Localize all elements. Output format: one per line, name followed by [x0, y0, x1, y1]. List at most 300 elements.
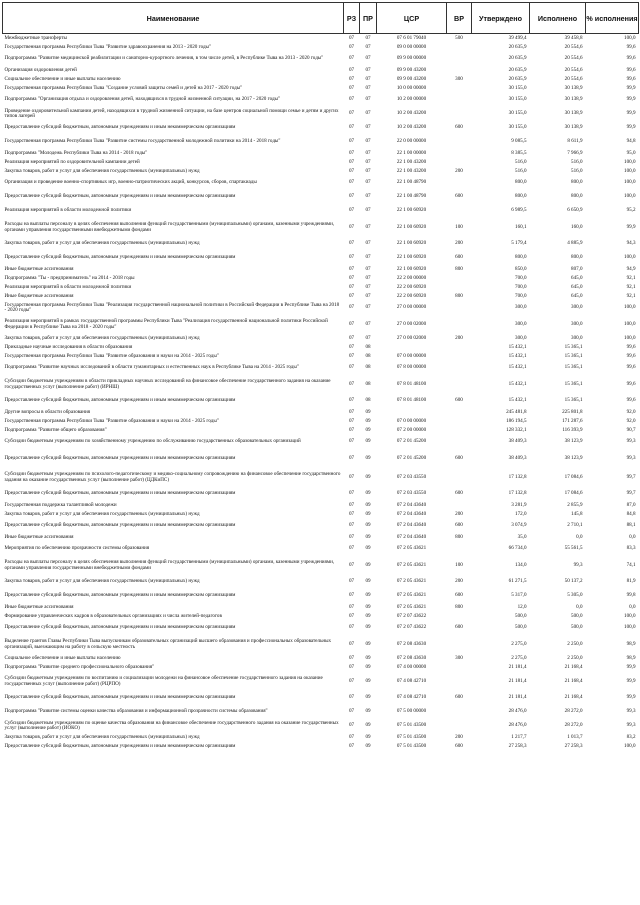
cell-approved: 15 432,1 [508, 364, 527, 371]
cell-rz: 07 [348, 158, 355, 165]
cell-percent: 100,0 [624, 34, 636, 41]
cell-executed: 28 272,0 [564, 708, 583, 715]
cell-approved: 30 155,0 [508, 96, 527, 103]
cell-name: Государственная программа Республики Тыва "Развитие здравоохранения на 2013 - 2020 годы" [4, 43, 212, 50]
cell-pr: 07 [365, 75, 371, 82]
cell-percent: 99,8 [626, 592, 636, 599]
cell-approved: 2 275,0 [511, 640, 527, 647]
cell-rz: 07 [348, 473, 355, 480]
cell-pr: 09 [365, 417, 371, 424]
cell-percent: 100,0 [624, 158, 636, 165]
cell-csr: 22 0 00 00000 [396, 138, 427, 145]
cell-executed: 15 365,1 [564, 352, 583, 359]
header-name: Наименование [3, 3, 344, 34]
cell-vr: 600 [455, 124, 463, 131]
cell-percent: 87,0 [626, 501, 636, 508]
cell-executed: 0,0 [576, 603, 583, 610]
cell-csr: 22 1 00 43200 [396, 158, 427, 165]
cell-csr: 07 2 05 43621 [396, 545, 427, 552]
cell-rz: 07 [348, 654, 355, 661]
cell-percent: 100,0 [624, 334, 636, 341]
table-row [3, 542, 639, 556]
cell-percent: 81,9 [626, 578, 636, 585]
cell-vr [447, 426, 472, 435]
cell-percent: 84,8 [626, 510, 636, 517]
cell-pr: 09 [365, 510, 371, 517]
cell-percent: 100,0 [624, 742, 636, 749]
table-row [3, 301, 639, 315]
table-row [3, 621, 639, 635]
cell-approved: 5 317,0 [511, 592, 527, 599]
cell-approved: 186 194,5 [506, 417, 527, 424]
cell-approved: 35,0 [517, 533, 527, 540]
cell-csr: 07 2 04 43640 [396, 501, 427, 508]
table-row [3, 468, 639, 487]
cell-executed: 800,0 [571, 179, 583, 186]
table-row [3, 672, 639, 691]
cell-name: Предоставление субсидий бюджетным, автономным учреждениям и иным некоммерческим организациям [4, 397, 236, 404]
cell-csr: 22 1 00 48790 [396, 193, 427, 200]
cell-vr: 600 [455, 490, 463, 497]
header-rz: РЗ [344, 3, 360, 34]
cell-approved: 800,0 [515, 179, 527, 186]
table-row [3, 510, 639, 519]
table-row [3, 575, 639, 589]
table-row [3, 107, 639, 121]
cell-name: Подпрограмма "Развитие медицинской реабилитации и санаторно-курортного лечения, в том числе детей, в Республике Тыва на 2013 - 2020 годы" [4, 55, 324, 62]
cell-pr: 07 [365, 138, 371, 145]
cell-name: Предоставление субсидий бюджетным, автономным учреждениям и иным некоммерческим организациям [4, 624, 236, 631]
cell-csr: 07 4 08 42710 [396, 694, 427, 701]
cell-percent: 100,0 [624, 193, 636, 200]
cell-percent: 98,9 [626, 640, 636, 647]
cell-vr [447, 93, 472, 107]
cell-executed: 116 393,9 [562, 426, 583, 433]
cell-percent: 99,6 [626, 343, 636, 350]
cell-rz: 07 [348, 274, 355, 281]
cell-pr: 09 [365, 578, 371, 585]
cell-rz: 07 [348, 75, 355, 82]
cell-approved: 3 281,9 [511, 501, 527, 508]
cell-rz: 07 [348, 149, 355, 156]
cell-executed: 300,0 [571, 334, 583, 341]
cell-rz: 07 [348, 733, 355, 740]
cell-rz: 07 [348, 640, 355, 647]
cell-csr: 07 2 04 43640 [396, 533, 427, 540]
cell-vr [447, 663, 472, 672]
cell-csr: 07 5 01 43500 [396, 733, 427, 740]
cell-pr: 09 [365, 708, 371, 715]
cell-rz: 07 [348, 380, 355, 387]
cell-pr: 09 [365, 624, 371, 631]
header-row [3, 3, 639, 34]
cell-approved: 21 181,4 [508, 663, 527, 670]
cell-executed: 20 554,6 [564, 75, 583, 82]
cell-csr: 07 0 00 00000 [396, 352, 427, 359]
cell-name: Организация и проведение военно-спортивных игр, военно-патриотических акций, конкурсов, сборов, спартакиады [4, 179, 257, 186]
table-row [3, 426, 639, 435]
cell-executed: 0,0 [576, 533, 583, 540]
cell-percent: 83,2 [626, 733, 636, 740]
cell-percent: 99,9 [626, 677, 636, 684]
table-row [3, 533, 639, 542]
cell-executed: 99,3 [573, 561, 583, 568]
table-row [3, 292, 639, 301]
cell-csr: 09 9 00 43200 [396, 75, 427, 82]
cell-approved: 516,0 [515, 158, 527, 165]
cell-pr: 07 [365, 334, 371, 341]
cell-vr [447, 43, 472, 52]
cell-rz: 07 [348, 110, 355, 117]
cell-rz: 07 [348, 283, 355, 290]
cell-name: Подпрограмма "Развитие системы оценки качества образования и информационной прозрачности системы образования" [4, 708, 268, 715]
cell-pr: 09 [365, 522, 371, 529]
cell-name: Субсидии бюджетным учреждениям по оценке качества образования на финансовое обеспечение государственного задания на оказание государственных услуг (выполнение работ) (ИОКО) [4, 719, 339, 731]
cell-pr: 08 [365, 397, 371, 404]
table-row [3, 705, 639, 719]
cell-rz: 07 [348, 167, 355, 174]
cell-rz: 07 [348, 417, 355, 424]
cell-percent: 99,9 [626, 663, 636, 670]
table-row [3, 43, 639, 52]
cell-pr: 07 [365, 265, 371, 272]
cell-name: Межбюджетные трансферты [4, 34, 67, 41]
cell-pr: 09 [365, 722, 371, 729]
cell-pr: 09 [365, 654, 371, 661]
cell-pr: 09 [365, 694, 371, 701]
cell-csr: 07 8 00 00000 [396, 364, 427, 371]
cell-rz: 07 [348, 343, 355, 350]
cell-vr: 200 [455, 578, 463, 585]
cell-percent: 92,1 [626, 283, 636, 290]
cell-pr: 09 [365, 545, 371, 552]
cell-csr [377, 408, 447, 417]
header-executed: Исполнено [530, 3, 586, 34]
table-row [3, 158, 639, 167]
cell-name: Подпрограмма "Развитие среднего профессионального образования" [4, 663, 155, 670]
cell-executed: 30 138,9 [564, 84, 583, 91]
cell-percent: 99,9 [626, 84, 636, 91]
cell-name: Прикладные научные исследования в области образования [4, 343, 133, 350]
cell-pr: 09 [365, 490, 371, 497]
cell-percent: 88,1 [626, 522, 636, 529]
cell-pr: 09 [365, 408, 371, 415]
cell-csr: 07 2 08 43630 [396, 654, 427, 661]
cell-rz: 07 [348, 223, 355, 230]
table-row [3, 417, 639, 426]
cell-rz: 07 [348, 561, 355, 568]
cell-approved: 38 409,3 [508, 438, 527, 445]
table-row [3, 589, 639, 603]
cell-percent: 92,1 [626, 274, 636, 281]
cell-name: Предоставление субсидий бюджетным, автономным учреждениям и иным некоммерческим организациям [4, 124, 236, 131]
cell-rz: 07 [348, 254, 355, 261]
cell-pr: 08 [365, 380, 371, 387]
cell-approved: 134,0 [515, 561, 527, 568]
cell-executed: 300,0 [571, 304, 583, 311]
cell-rz: 07 [348, 603, 355, 610]
cell-vr: 600 [455, 522, 463, 529]
cell-name: Предоставление субсидий бюджетным, автономным учреждениям и иным некоммерческим организациям [4, 193, 236, 200]
table-row [3, 237, 639, 251]
cell-name: Реализация мероприятий в области молодежной политики [4, 207, 132, 214]
cell-name: Иные бюджетные ассигнования [4, 533, 74, 540]
cell-percent: 99,6 [626, 75, 636, 82]
cell-name: Мероприятия по обеспечению прозрачности системы образования [4, 545, 150, 552]
cell-csr: 07 5 01 43500 [396, 742, 427, 749]
cell-executed: 17 084,6 [564, 490, 583, 497]
cell-pr: 09 [365, 561, 371, 568]
cell-pr: 07 [365, 158, 371, 165]
cell-percent: 92,0 [626, 408, 636, 415]
cell-csr: 07 6 01 79040 [396, 34, 427, 41]
cell-executed: 15 365,1 [564, 343, 583, 350]
cell-name: Предоставление субсидий бюджетным, автономным учреждениям и иным некоммерческим организациям [4, 490, 236, 497]
cell-pr: 09 [365, 438, 371, 445]
cell-csr: 07 4 00 00000 [396, 663, 427, 670]
cell-rz: 07 [348, 708, 355, 715]
cell-pr: 07 [365, 320, 371, 327]
cell-executed: 500,0 [571, 624, 583, 631]
table-row [3, 691, 639, 705]
budget-document [2, 2, 638, 751]
table-row [3, 190, 639, 204]
cell-approved: 300,0 [515, 304, 527, 311]
cell-executed: 225 801,8 [562, 408, 583, 415]
cell-pr: 07 [365, 84, 371, 91]
cell-executed: 8 611,9 [567, 138, 583, 145]
cell-rz: 07 [348, 677, 355, 684]
cell-percent: 99,6 [626, 43, 636, 50]
cell-pr: 07 [365, 274, 371, 281]
cell-pr: 07 [365, 223, 371, 230]
cell-csr: 22 1 00 60920 [396, 240, 427, 247]
table-row [3, 501, 639, 510]
cell-percent: 99,6 [626, 66, 636, 73]
table-row [3, 375, 639, 394]
cell-pr: 07 [365, 43, 371, 50]
table-row [3, 733, 639, 742]
cell-name: Субсидии бюджетным учреждениям по психолого-педагогическому и медико-социальному сопровождению на финансовое обеспечение государственного задания на оказание государственных услуг (выполнение работ) (ЦДКиПС) [4, 471, 341, 483]
cell-rz: 07 [348, 179, 355, 186]
cell-approved: 500,0 [515, 624, 527, 631]
cell-executed: 516,0 [571, 158, 583, 165]
cell-csr: 10 2 00 43200 [396, 124, 427, 131]
cell-vr: 100 [455, 561, 463, 568]
cell-approved: 1 217,7 [511, 733, 527, 740]
cell-approved: 30 155,0 [508, 110, 527, 117]
cell-approved: 17 132,8 [508, 490, 527, 497]
cell-vr [447, 375, 472, 394]
cell-pr: 09 [365, 426, 371, 433]
cell-percent: 100,0 [624, 624, 636, 631]
table-row [3, 176, 639, 190]
cell-approved: 15 432,1 [508, 397, 527, 404]
cell-executed: 55 561,5 [564, 545, 583, 552]
cell-vr: 100 [455, 223, 463, 230]
cell-approved: 12,0 [517, 603, 527, 610]
cell-csr: 07 2 05 43621 [396, 603, 427, 610]
cell-approved: 21 181,4 [508, 677, 527, 684]
cell-vr [447, 343, 472, 352]
cell-vr [447, 705, 472, 719]
cell-approved: 39 499,4 [508, 34, 527, 41]
cell-pr: 09 [365, 612, 371, 619]
table-row [3, 315, 639, 334]
header-approved: Утверждено [472, 3, 530, 34]
cell-approved: 800,0 [515, 193, 527, 200]
cell-pr: 09 [365, 733, 371, 740]
cell-approved: 28 476,0 [508, 722, 527, 729]
cell-approved: 15 432,1 [508, 380, 527, 387]
cell-csr: 07 5 01 43500 [396, 722, 427, 729]
cell-name: Организация оздоровления детей [4, 66, 77, 73]
cell-approved: 66 734,0 [508, 545, 527, 552]
cell-approved: 516,0 [515, 167, 527, 174]
cell-approved: 128 332,1 [506, 426, 527, 433]
cell-rz: 07 [348, 193, 355, 200]
cell-csr: 10 2 00 43200 [396, 110, 427, 117]
cell-percent: 99,9 [626, 694, 636, 701]
cell-rz: 07 [348, 408, 355, 415]
cell-percent: 100,0 [624, 320, 636, 327]
cell-csr: 22 2 00 00000 [396, 274, 427, 281]
cell-name: Подпрограмма "Ты - предприниматель" на 2014 - 2018 годы [4, 274, 135, 281]
cell-rz: 07 [348, 352, 355, 359]
table-row [3, 654, 639, 663]
cell-approved: 27 258,3 [508, 742, 527, 749]
cell-percent: 99,6 [626, 364, 636, 371]
cell-approved: 500,0 [515, 612, 527, 619]
cell-approved: 20 635,9 [508, 75, 527, 82]
cell-percent: 99,7 [626, 490, 636, 497]
cell-name: Субсидии бюджетным учреждениям по воспитанию и социализации молодежи на финансовое обеспечение государственного задания на оказание государственных услуг (выполнение работ) (РЦРПО) [4, 675, 323, 687]
cell-percent: 99,6 [626, 55, 636, 62]
cell-name: Выделение грантов Главы Республики Тыва выпускникам образовательных организаций высшего образования и профессиональных образовательных организаций, выезжающим на работу в сельскую местность [4, 638, 332, 650]
cell-name: Проведение оздоровительной кампании детей, находящихся в трудной жизненной ситуации, на базе центров социальной помощи семье и детям и других типов лагерей [4, 107, 339, 119]
cell-csr: 22 1 00 00000 [396, 149, 427, 156]
cell-executed: 15 365,1 [564, 397, 583, 404]
cell-vr: 600 [455, 694, 463, 701]
cell-name: Формирование управленческих кадров в образовательных организациях и числа жителей-педагогов [4, 612, 222, 619]
cell-approved: 28 476,0 [508, 708, 527, 715]
cell-executed: 28 272,0 [564, 722, 583, 729]
cell-csr: 07 2 08 43630 [396, 640, 427, 647]
cell-rz: 07 [348, 96, 355, 103]
cell-name: Реализация мероприятий в области молодежной политики [4, 283, 132, 290]
cell-name: Государственная программа Республики Тыва "Развитие образования и науки на 2014 - 2025 годы" [4, 352, 219, 359]
cell-csr: 22 1 00 60920 [396, 207, 427, 214]
cell-percent: 95,0 [626, 149, 636, 156]
cell-executed: 5 305,0 [567, 592, 583, 599]
cell-rz: 07 [348, 34, 355, 41]
cell-name: Социальное обеспечение и иные выплаты населению [4, 654, 121, 661]
cell-vr [447, 719, 472, 733]
cell-vr [447, 315, 472, 334]
cell-executed: 2 710,1 [567, 522, 583, 529]
cell-pr: 07 [365, 304, 371, 311]
table-row [3, 121, 639, 135]
cell-approved: 6 989,5 [511, 207, 527, 214]
cell-rz: 07 [348, 742, 355, 749]
cell-rz: 07 [348, 138, 355, 145]
cell-csr: 10 2 00 00000 [396, 96, 427, 103]
cell-csr: 22 1 00 43200 [396, 167, 427, 174]
cell-executed: 2 250,0 [567, 640, 583, 647]
cell-executed: 645,0 [571, 292, 583, 299]
cell-rz: 07 [348, 207, 355, 214]
cell-csr: 07 2 01 45200 [396, 454, 427, 461]
cell-rz: 07 [348, 454, 355, 461]
cell-pr: 07 [365, 34, 371, 41]
cell-percent: 99,9 [626, 124, 636, 131]
table-row [3, 394, 639, 408]
cell-pr: 07 [365, 149, 371, 156]
cell-csr: 07 5 00 00000 [396, 708, 427, 715]
cell-percent: 92,0 [626, 417, 636, 424]
table-row [3, 93, 639, 107]
cell-name: Закупка товаров, работ и услуг для обеспечения государственных (муниципальных) нужд [4, 733, 200, 740]
cell-name: Иные бюджетные ассигнования [4, 265, 74, 272]
cell-percent: 99,9 [626, 110, 636, 117]
cell-csr: 07 2 00 00000 [396, 426, 427, 433]
cell-pr: 07 [365, 55, 371, 62]
cell-name: Расходы на выплаты персоналу в целях обеспечения выполнения функций государственными (муниципальными) органами, казенными учреждениями, органами управления государственными внебюджетными фондами [4, 559, 335, 571]
cell-executed: 800,0 [571, 193, 583, 200]
cell-rz: 07 [348, 545, 355, 552]
cell-approved: 20 635,9 [508, 43, 527, 50]
cell-approved: 38 409,3 [508, 454, 527, 461]
cell-vr: 300 [455, 75, 463, 82]
cell-percent: 100,0 [624, 179, 636, 186]
cell-vr: 200 [455, 240, 463, 247]
table-body [3, 34, 639, 752]
header-pr: ПР [360, 3, 377, 34]
cell-approved: 2 275,0 [511, 654, 527, 661]
cell-executed: 645,0 [571, 283, 583, 290]
cell-rz: 07 [348, 694, 355, 701]
cell-pr: 07 [365, 96, 371, 103]
cell-executed: 38 123,9 [564, 438, 583, 445]
cell-percent: 99,9 [626, 223, 636, 230]
cell-csr: 07 2 04 43640 [396, 510, 427, 517]
cell-name: Закупка товаров, работ и услуг для обеспечения государственных (муниципальных) нужд [4, 240, 200, 247]
cell-vr [447, 408, 472, 417]
cell-percent: 83,3 [626, 545, 636, 552]
cell-pr: 07 [365, 110, 371, 117]
cell-percent: 98,9 [626, 654, 636, 661]
cell-rz: 07 [348, 55, 355, 62]
cell-rz: 07 [348, 84, 355, 91]
cell-approved: 21 181,4 [508, 694, 527, 701]
cell-approved: 3 074,9 [511, 522, 527, 529]
table-row [3, 204, 639, 218]
cell-executed: 20 554,6 [564, 43, 583, 50]
table-row [3, 218, 639, 237]
cell-percent: 100,0 [624, 167, 636, 174]
cell-name: Подпрограмма "Молодежь Республики Тыва на 2014 - 2018 годы" [4, 149, 148, 156]
cell-vr [447, 158, 472, 167]
table-row [3, 742, 639, 751]
cell-rz: 07 [348, 522, 355, 529]
cell-pr: 07 [365, 283, 371, 290]
cell-vr [447, 301, 472, 315]
table-row [3, 519, 639, 533]
cell-rz: 07 [348, 663, 355, 670]
cell-rz: 07 [348, 265, 355, 272]
cell-name: Государственная программа Республики Тыва "Развитие образования и науки на 2014 - 2025 годы" [4, 417, 219, 424]
cell-name: Предоставление субсидий бюджетным, автономным учреждениям и иным некоммерческим организациям [4, 522, 236, 529]
